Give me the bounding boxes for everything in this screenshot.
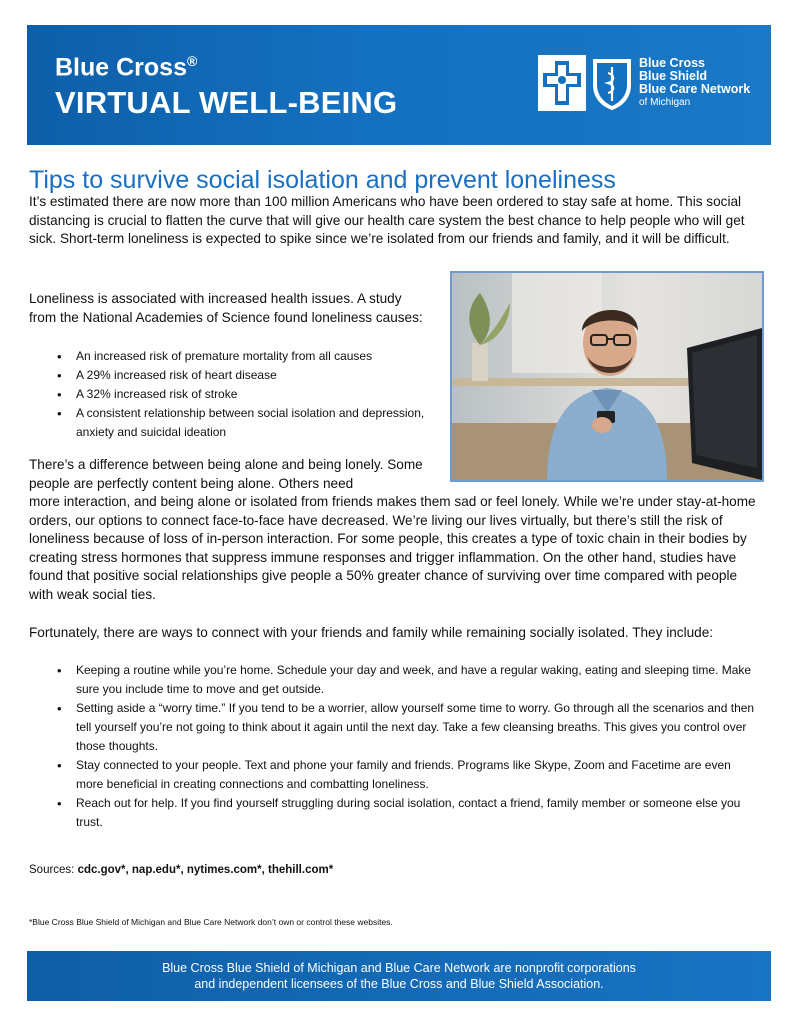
alone-paragraph-start: There’s a difference between being alone and being lonely. Some people are perfectly content being alone. Others need — [29, 457, 423, 491]
footer-banner — [27, 951, 771, 1001]
intro-paragraph: It’s estimated there are now more than 100 million Americans who have been ordered to stay safe at home. This social distancing is crucial to flatten the curve that will give our health care system the best chance to help people who will get sick. Short-term loneliness is expected to spike since we’re isolated from our friends and family, and it will be difficult. — [29, 194, 745, 247]
ways-paragraph: Fortunately, there are ways to connect with your friends and family while remaining socially isolated. They include: — [29, 625, 714, 640]
man-with-phone-photo — [450, 271, 764, 482]
list-item: • Reach out for help. If you find yourself struggling during social isolation, contact a friend, family member or someone else you trust. — [57, 794, 757, 832]
list-item: • Setting aside a “worry time.” If you tend to be a worrier, allow yourself some time to worry. Go through all the scenarios and then tell yourself you’re not going to think about it again until the next day. Take a few cleansing breaths. This gives you control over those thoughts. — [57, 699, 757, 756]
sources-line: Sources: cdc.gov*, nap.edu*, nytimes.com*, thehill.com* — [29, 864, 334, 876]
list-item: • An increased risk of premature mortality from all causes — [57, 347, 427, 366]
sources-list: cdc.gov*, nap.edu*, nytimes.com*, thehill.com* — [77, 864, 334, 876]
footer-line-1: Blue Cross Blue Shield of Michigan and Blue Care Network are nonprofit corporations — [162, 961, 636, 975]
blue-shield-icon — [591, 55, 633, 111]
org-name: Blue Cross Blue Shield Blue Care Network of Michigan — [639, 56, 751, 108]
list-item: • A 29% increased risk of heart disease — [57, 366, 427, 385]
bcbs-logo — [538, 55, 768, 115]
health-paragraph: Loneliness is associated with increased health issues. A study from the National Academies of Science found loneliness causes: — [29, 291, 423, 325]
alone-paragraph-continued: more interaction, and being alone or isolated from friends makes them sad or feel lonely. While we’re under stay-at-home orders, our options to connect face-to-face have decreased. We’re living our lives virtually, but there’s still the risk of loneliness because of loss of in-person interaction. For some people, this creates a type of toxic chain in their bodies by creating stress hormones that suppress immune responses and trigger inflammation. On the other hand, studies have found that positive social relationships give people a 50% greater chance of surviving over time compared with people with weak social ties. — [29, 494, 756, 602]
blue-cross-icon — [538, 55, 586, 111]
footer-line-2: and independent licensees of the Blue Cross and Blue Shield Association. — [194, 977, 604, 991]
header-banner — [27, 25, 771, 145]
disclaimer-note: *Blue Cross Blue Shield of Michigan and Blue Care Network don’t own or control these websites. — [29, 917, 393, 927]
page-title: Tips to survive social isolation and prevent loneliness — [29, 166, 616, 194]
list-item: • Stay connected to your people. Text and phone your family and friends. Programs like Skype, Zoom and Facetime are even more beneficial in creating connections and combatting loneliness. — [57, 756, 757, 794]
brand-name: Blue Cross® — [55, 53, 198, 82]
ways-list — [57, 661, 757, 832]
list-item: • A 32% increased risk of stroke — [57, 385, 427, 404]
health-risk-list — [57, 347, 427, 442]
program-title: VIRTUAL WELL-BEING — [55, 85, 398, 120]
list-item: • Keeping a routine while you’re home. Schedule your day and week, and have a regular waking, eating and sleeping time. Make sure you include time to move and get outside. — [57, 661, 757, 699]
photo-illustration — [452, 273, 762, 480]
list-item: • A consistent relationship between social isolation and depression, anxiety and suicidal ideation — [57, 404, 427, 442]
